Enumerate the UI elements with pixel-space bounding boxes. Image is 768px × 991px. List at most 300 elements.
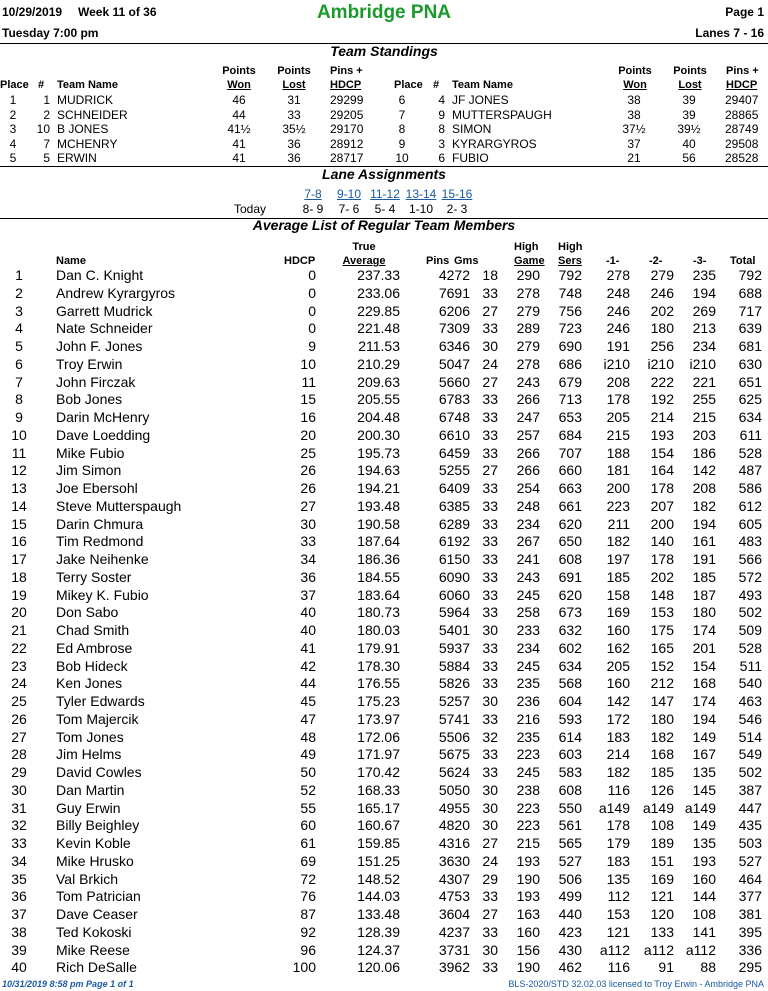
header-won-right-1: Points xyxy=(618,65,652,77)
member-rank: 30 xyxy=(11,781,27,798)
member-high-series: 550 xyxy=(558,799,582,816)
member-high-series: 756 xyxy=(558,302,582,319)
member-game2: 169 xyxy=(650,870,674,887)
member-name: David Cowles xyxy=(56,764,142,780)
standings-team: MCHENRY xyxy=(57,136,118,151)
member-game3: 135 xyxy=(692,764,716,780)
member-total: 630 xyxy=(738,355,762,372)
member-high-game: 234 xyxy=(516,515,540,532)
lane-pair-link[interactable]: 9-10 xyxy=(336,187,362,201)
member-rank: 4 xyxy=(15,320,23,337)
member-high-series: 723 xyxy=(558,320,582,337)
member-pins: 5937 xyxy=(438,639,470,656)
member-average: 210.29 xyxy=(357,355,400,372)
member-rank: 10 xyxy=(11,426,27,443)
member-total: 509 xyxy=(738,622,762,638)
member-game1: 223 xyxy=(606,497,630,514)
member-high-game: 279 xyxy=(516,338,540,354)
header-average: Average xyxy=(342,255,386,267)
member-high-series: 506 xyxy=(558,870,582,887)
member-game2: a112 xyxy=(643,941,674,958)
standings-num: 8 xyxy=(438,122,445,136)
member-high-game: 190 xyxy=(516,870,540,887)
header-game: Game xyxy=(514,255,545,267)
member-hdcp: 27 xyxy=(300,497,316,514)
header-hdcp-1: Pins + xyxy=(330,65,363,77)
member-average: 159.85 xyxy=(357,835,400,851)
member-name: Joe Ebersohl xyxy=(56,480,138,496)
member-game1: 169 xyxy=(606,604,630,621)
member-high-game: 223 xyxy=(516,799,540,816)
standings-lost: 36 xyxy=(287,151,301,165)
member-game3: 208 xyxy=(692,480,716,496)
member-games: 33 xyxy=(482,675,498,692)
member-games: 18 xyxy=(482,267,498,283)
member-high-series: 602 xyxy=(558,639,582,656)
member-row xyxy=(0,498,768,516)
standings-num: 3 xyxy=(438,136,445,151)
member-hdcp: 72 xyxy=(300,870,316,887)
member-name: John Firczak xyxy=(56,373,136,390)
member-hdcp: 40 xyxy=(300,604,316,621)
member-rank: 25 xyxy=(11,693,27,709)
member-game1: 162 xyxy=(606,639,630,656)
member-row xyxy=(0,462,768,480)
member-total: 483 xyxy=(738,533,762,550)
member-row xyxy=(0,800,768,818)
member-name: Dave Ceaser xyxy=(56,906,138,922)
member-hdcp: 44 xyxy=(300,675,316,692)
member-high-game: 241 xyxy=(516,551,540,567)
member-pins: 3962 xyxy=(438,959,470,976)
member-games: 33 xyxy=(482,533,498,550)
member-average: 168.33 xyxy=(357,781,400,798)
member-games: 33 xyxy=(482,746,498,763)
member-game3: 186 xyxy=(692,444,716,461)
standings-won: 41 xyxy=(232,151,246,165)
member-pins: 6459 xyxy=(438,444,470,461)
standings-won: 44 xyxy=(232,107,246,122)
member-name: Guy Erwin xyxy=(56,799,121,816)
header-hdcp-2: HDCP xyxy=(330,79,362,91)
member-high-game: 279 xyxy=(516,302,540,319)
member-game2: 182 xyxy=(650,728,674,745)
member-name: Dan C. Knight xyxy=(56,267,144,283)
member-hdcp: 16 xyxy=(300,409,316,425)
member-games: 33 xyxy=(482,409,498,425)
member-high-game: 163 xyxy=(516,906,540,922)
header-won xyxy=(215,64,263,92)
header-true: True xyxy=(352,241,376,253)
member-name: Mike Reese xyxy=(56,941,130,958)
member-games: 33 xyxy=(482,604,498,621)
member-rank: 26 xyxy=(11,710,27,727)
member-high-game: 278 xyxy=(516,355,540,372)
member-average: 178.30 xyxy=(357,657,400,674)
member-hdcp: 25 xyxy=(300,444,316,461)
standings-pins: 28528 xyxy=(725,151,759,165)
standings-row xyxy=(0,137,380,151)
standings-place: 2 xyxy=(9,107,17,122)
member-rank: 20 xyxy=(11,604,27,621)
member-hdcp: 0 xyxy=(308,320,316,337)
member-game2: 126 xyxy=(650,781,674,798)
member-name: Kevin Koble xyxy=(56,835,131,851)
member-game1: 178 xyxy=(606,817,630,834)
member-game2: 153 xyxy=(650,604,674,621)
member-rank: 12 xyxy=(11,462,27,479)
member-rank: 27 xyxy=(11,728,27,745)
member-games: 33 xyxy=(482,391,498,408)
standings-lost: 39 xyxy=(682,93,696,107)
member-average: 200.30 xyxy=(357,426,400,443)
member-row xyxy=(0,303,768,321)
standings-team: FUBIO xyxy=(452,151,489,165)
member-high-series: 620 xyxy=(558,515,582,532)
standings-won: 38 xyxy=(627,93,641,107)
member-high-game: 289 xyxy=(516,320,540,337)
standings-team: MUDRICK xyxy=(57,93,113,107)
member-name: Jim Simon xyxy=(56,462,122,479)
standings-place: 1 xyxy=(9,93,17,107)
member-pins: 4307 xyxy=(438,870,470,887)
member-total: 435 xyxy=(738,817,762,834)
lane-pair-link[interactable]: 13-14 xyxy=(405,187,437,201)
standings-lost: 56 xyxy=(682,151,696,165)
header-name: Name xyxy=(56,255,86,267)
member-high-series: 713 xyxy=(558,391,582,408)
standings-pins: 28912 xyxy=(330,136,364,151)
member-games: 33 xyxy=(482,444,498,461)
member-game3: 215 xyxy=(692,409,716,425)
member-total: 546 xyxy=(738,710,762,727)
member-rank: 15 xyxy=(11,515,27,532)
member-name: Troy Erwin xyxy=(56,355,123,372)
header-sers: Sers xyxy=(558,255,582,267)
member-average: 229.85 xyxy=(357,302,400,319)
standings-pins: 28865 xyxy=(725,107,759,122)
member-high-game: 267 xyxy=(516,533,540,550)
header-high-2: High xyxy=(558,241,583,253)
member-game3: 182 xyxy=(692,497,716,514)
member-game3: 149 xyxy=(692,728,716,745)
member-hdcp: 61 xyxy=(300,835,316,851)
member-game3: 168 xyxy=(692,675,716,692)
member-hdcp: 60 xyxy=(300,817,316,834)
member-rank: 7 xyxy=(15,373,23,390)
member-high-series: 653 xyxy=(558,409,582,425)
member-game2: 175 xyxy=(650,622,674,638)
standings-pins: 29508 xyxy=(725,136,759,151)
header-lost-right-1: Points xyxy=(673,65,707,77)
member-total: 336 xyxy=(738,941,762,958)
member-high-series: 650 xyxy=(558,533,582,550)
member-average: 151.25 xyxy=(357,852,400,869)
lane-today-teams: 8- 9 xyxy=(302,202,324,216)
member-total: 295 xyxy=(738,959,762,976)
member-name: Darin Chmura xyxy=(56,515,144,532)
member-hdcp: 69 xyxy=(300,852,316,869)
member-total: 688 xyxy=(738,284,762,301)
member-game3: 161 xyxy=(692,533,716,550)
member-high-game: 254 xyxy=(516,480,540,496)
member-name: Tyler Edwards xyxy=(56,693,145,709)
member-row xyxy=(0,782,768,800)
member-name: Darin McHenry xyxy=(56,409,150,425)
header-lost-right-2: Lost xyxy=(678,79,702,91)
standings-row xyxy=(0,151,380,165)
member-average: 176.55 xyxy=(357,675,400,692)
member-row xyxy=(0,959,768,977)
header-place-right: Place xyxy=(394,79,423,91)
member-rank: 34 xyxy=(11,852,27,869)
member-high-game: 193 xyxy=(516,888,540,905)
member-game3: 88 xyxy=(700,959,716,976)
member-average: 205.55 xyxy=(357,391,400,408)
member-high-series: 565 xyxy=(558,835,582,851)
member-name: Rich DeSalle xyxy=(56,959,137,976)
member-rank: 32 xyxy=(11,817,27,834)
member-hdcp: 30 xyxy=(300,515,316,532)
member-game1: 278 xyxy=(606,267,630,283)
member-pins: 5964 xyxy=(438,604,470,621)
member-games: 33 xyxy=(482,586,498,603)
member-row xyxy=(0,906,768,924)
member-total: 381 xyxy=(738,906,762,922)
member-average: 180.73 xyxy=(357,604,400,621)
member-game1: 188 xyxy=(606,444,630,461)
member-average: 193.48 xyxy=(357,497,400,514)
member-high-series: 430 xyxy=(558,941,582,958)
member-high-game: 257 xyxy=(516,426,540,443)
member-name: Billy Beighley xyxy=(56,817,140,834)
standings-place: 9 xyxy=(398,136,406,151)
member-hdcp: 92 xyxy=(300,923,316,940)
standings-row xyxy=(395,108,768,122)
member-game2: 202 xyxy=(650,302,674,319)
member-game1: 112 xyxy=(607,888,630,905)
member-average: 148.52 xyxy=(357,870,400,887)
lane-pair-link[interactable]: 15-16 xyxy=(441,187,473,201)
member-name: Terry Soster xyxy=(56,568,132,585)
member-total: 511 xyxy=(739,657,762,674)
member-pins: 6090 xyxy=(438,568,470,585)
member-total: 528 xyxy=(738,444,762,461)
member-games: 33 xyxy=(482,426,498,443)
member-pins: 5257 xyxy=(438,693,470,709)
member-average: 204.48 xyxy=(357,409,400,425)
member-game3: 191 xyxy=(692,551,716,567)
member-pins: 5741 xyxy=(438,710,470,727)
standings-pins: 29205 xyxy=(330,107,364,122)
member-hdcp: 40 xyxy=(300,622,316,638)
standings-won: 46 xyxy=(232,93,246,107)
member-average: 190.58 xyxy=(357,515,400,532)
averages-title: Average List of Regular Team Members xyxy=(252,217,516,233)
standings-place: 4 xyxy=(9,136,17,151)
member-average: 173.97 xyxy=(357,710,400,727)
member-rank: 18 xyxy=(11,568,27,585)
member-game3: 135 xyxy=(692,835,716,851)
member-average: 194.21 xyxy=(357,480,400,496)
member-name: Nate Schneider xyxy=(56,320,153,337)
member-high-series: 423 xyxy=(558,923,582,940)
member-game2: 168 xyxy=(650,746,674,763)
standings-team: SIMON xyxy=(452,122,492,136)
member-average: 171.97 xyxy=(357,746,400,763)
member-game1: 181 xyxy=(606,462,630,479)
member-pins: 4237 xyxy=(438,923,470,940)
member-rank: 36 xyxy=(11,888,27,905)
member-games: 24 xyxy=(482,355,498,372)
member-games: 33 xyxy=(482,959,498,976)
member-high-series: 707 xyxy=(558,444,582,461)
header-g1: -1- xyxy=(606,255,620,267)
member-average: 183.64 xyxy=(357,586,400,603)
member-game1: 191 xyxy=(606,338,630,354)
member-game1: 179 xyxy=(606,835,630,851)
member-name: Andrew Kyrargyros xyxy=(56,284,176,301)
member-hdcp: 45 xyxy=(300,693,316,709)
member-name: Bob Hideck xyxy=(56,657,128,674)
member-pins: 5660 xyxy=(438,373,470,390)
member-total: 377 xyxy=(738,888,762,905)
member-game2: 207 xyxy=(650,497,674,514)
member-game3: 149 xyxy=(692,817,716,834)
member-game2: 279 xyxy=(650,267,674,283)
member-game2: 178 xyxy=(650,551,674,567)
header-place: Place xyxy=(0,79,29,91)
member-high-series: 686 xyxy=(558,355,582,372)
member-game2: 180 xyxy=(650,320,674,337)
member-high-game: 234 xyxy=(516,639,540,656)
member-high-series: 661 xyxy=(558,497,582,514)
member-game1: 183 xyxy=(606,728,630,745)
header-won-right-2: Won xyxy=(623,79,647,91)
member-high-game: 223 xyxy=(516,817,540,834)
league-title: Ambridge PNA xyxy=(316,2,452,23)
member-hdcp: 11 xyxy=(301,373,316,390)
member-high-series: 614 xyxy=(558,728,582,745)
member-pins: 5884 xyxy=(438,657,470,674)
lane-pair-link[interactable]: 7-8 xyxy=(304,187,322,201)
member-game2: 140 xyxy=(650,533,674,550)
lane-today-teams: 1-10 xyxy=(408,202,434,216)
member-rank: 21 xyxy=(11,622,27,638)
lane-pair-link[interactable]: 11-12 xyxy=(370,187,400,201)
member-name: Tom Patrician xyxy=(56,888,141,905)
member-high-series: 684 xyxy=(558,426,582,443)
member-name: Ken Jones xyxy=(56,675,123,692)
member-row xyxy=(0,640,768,658)
member-game2: 152 xyxy=(650,657,674,674)
member-total: 502 xyxy=(738,764,762,780)
member-average: 211.53 xyxy=(358,338,400,354)
member-pins: 6150 xyxy=(438,551,470,567)
standings-lost: 31 xyxy=(287,93,301,107)
member-high-series: 663 xyxy=(558,480,582,496)
member-average: 144.03 xyxy=(357,888,400,905)
member-high-game: 266 xyxy=(516,391,540,408)
member-name: Chad Smith xyxy=(56,622,130,638)
member-game1: 158 xyxy=(606,586,630,603)
member-high-game: 156 xyxy=(516,941,540,958)
lanes-title: Lane Assignments xyxy=(322,166,446,182)
member-games: 33 xyxy=(482,639,498,656)
member-game1: 153 xyxy=(606,906,630,922)
member-pins: 6610 xyxy=(438,426,470,443)
member-high-game: 235 xyxy=(516,675,540,692)
standings-team: JF JONES xyxy=(452,93,509,107)
member-row xyxy=(0,888,768,906)
member-pins: 5826 xyxy=(438,675,470,692)
member-average: 128.39 xyxy=(357,923,400,940)
member-row xyxy=(0,516,768,534)
member-game3: 167 xyxy=(692,746,716,763)
member-rank: 6 xyxy=(15,355,23,372)
standings-lost: 36 xyxy=(287,136,301,151)
member-name: Mikey K. Fubio xyxy=(56,586,149,603)
member-name: Tom Jones xyxy=(56,728,124,745)
member-average: 175.23 xyxy=(357,693,400,709)
header-hdcp-right-1: Pins + xyxy=(726,65,759,77)
member-game2: 200 xyxy=(650,515,674,532)
member-game2: 108 xyxy=(650,817,674,834)
member-games: 33 xyxy=(482,551,498,567)
member-pins: 6060 xyxy=(438,586,470,603)
member-total: 681 xyxy=(738,338,762,354)
today-label: Today xyxy=(234,202,267,216)
member-games: 27 xyxy=(482,373,498,390)
member-game3: 160 xyxy=(692,870,716,887)
member-rank: 9 xyxy=(15,409,23,425)
member-name: Don Sabo xyxy=(56,604,119,621)
member-game2: 192 xyxy=(650,391,674,408)
member-game2: 180 xyxy=(650,710,674,727)
standings-place: 7 xyxy=(398,107,406,122)
footer-timestamp: 10/31/2019 8:58 pm Page 1 of 1 xyxy=(2,979,134,989)
member-game1: 185 xyxy=(606,568,630,585)
member-name: Tom Majercik xyxy=(56,710,139,727)
member-game3: i210 xyxy=(689,355,716,372)
member-rank: 16 xyxy=(11,533,27,550)
member-game1: a112 xyxy=(599,941,630,958)
standings-place: 6 xyxy=(398,93,406,107)
member-high-series: 620 xyxy=(558,586,582,603)
member-high-game: 216 xyxy=(516,710,540,727)
member-hdcp: 15 xyxy=(300,391,316,408)
member-pins: 5401 xyxy=(438,622,470,638)
member-high-game: 243 xyxy=(516,373,540,390)
standings-place: 5 xyxy=(9,151,17,165)
member-hdcp: 34 xyxy=(300,551,316,567)
member-game3: a112 xyxy=(685,941,716,958)
standings-team: ERWIN xyxy=(57,151,97,165)
member-rank: 31 xyxy=(11,799,27,816)
standings-place: 3 xyxy=(9,122,17,136)
member-game1: a149 xyxy=(598,799,630,816)
standings-num: 5 xyxy=(43,151,50,165)
member-row xyxy=(0,729,768,747)
member-pins: 3604 xyxy=(438,906,470,922)
member-high-game: 278 xyxy=(516,284,540,301)
header-true-average xyxy=(338,240,390,268)
member-high-series: 673 xyxy=(558,604,582,621)
week-label: Week 11 of 36 xyxy=(78,5,157,19)
member-game2: 148 xyxy=(650,586,674,603)
member-game3: 194 xyxy=(692,710,716,727)
member-rank: 40 xyxy=(11,959,27,976)
